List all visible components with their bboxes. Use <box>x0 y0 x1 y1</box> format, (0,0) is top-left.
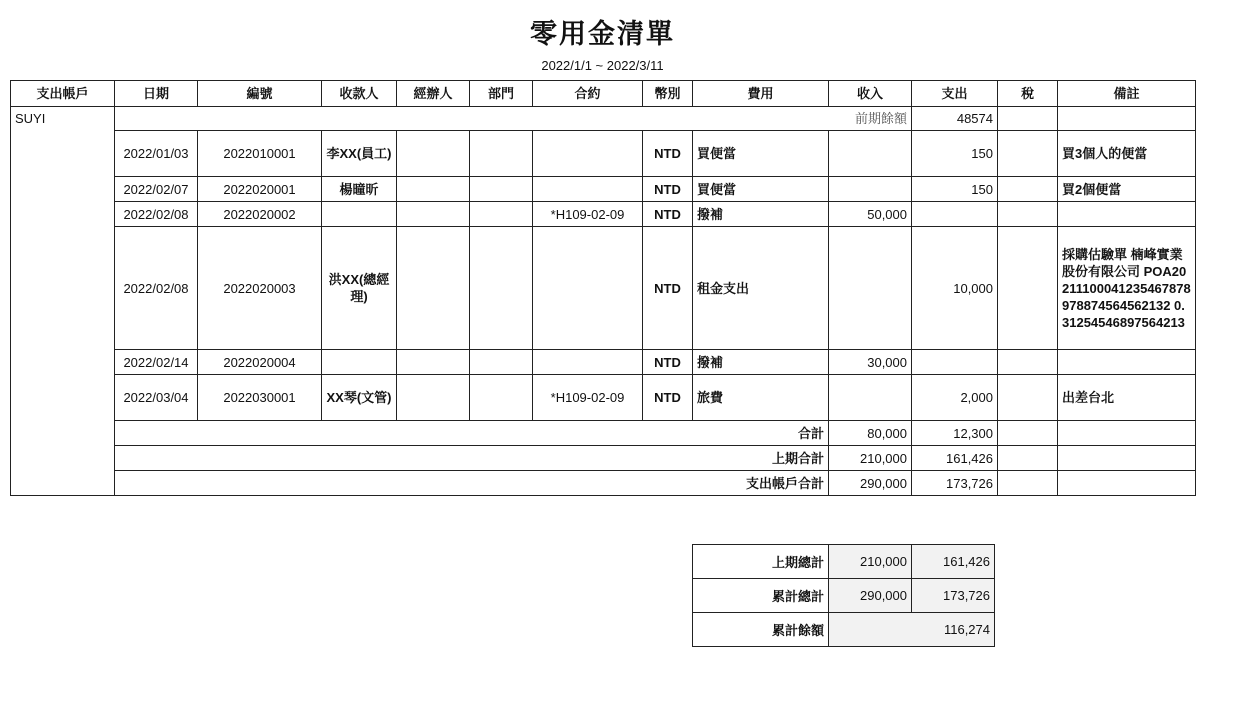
opening-balance-amount: 48574 <box>912 107 998 131</box>
table-row <box>11 202 1196 227</box>
summary-row <box>693 579 995 613</box>
payout-cell: 150 <box>912 131 998 177</box>
contract-cell <box>533 177 643 202</box>
currency-cell: NTD <box>643 227 693 350</box>
tax-cell <box>998 177 1058 202</box>
income-cell <box>829 375 912 421</box>
table-row <box>11 177 1196 202</box>
tax-cell <box>998 375 1058 421</box>
col-header-account: 支出帳戶 <box>11 81 115 107</box>
income-cell: 50,000 <box>829 202 912 227</box>
handler-cell <box>397 350 470 375</box>
currency-cell: NTD <box>643 177 693 202</box>
summary-income: 290,000 <box>829 579 912 613</box>
currency-cell: NTD <box>643 350 693 375</box>
expense-cell: 撥補 <box>693 202 829 227</box>
col-header-number: 編號 <box>198 81 322 107</box>
summary-table <box>692 544 995 647</box>
payee-cell: 李XX(員工) <box>322 131 397 177</box>
number-cell: 2022020004 <box>198 350 322 375</box>
total-row <box>11 471 1196 496</box>
col-header-date: 日期 <box>115 81 198 107</box>
department-cell <box>470 131 533 177</box>
col-header-income: 收入 <box>829 81 912 107</box>
summary-row <box>693 613 995 647</box>
expense-cell: 買便當 <box>693 177 829 202</box>
number-cell: 2022030001 <box>198 375 322 421</box>
expense-cell: 撥補 <box>693 350 829 375</box>
total-label: 支出帳戶合計 <box>115 471 829 496</box>
number-cell: 2022010001 <box>198 131 322 177</box>
payee-cell <box>322 202 397 227</box>
currency-cell: NTD <box>643 375 693 421</box>
opening-balance-row <box>11 107 1196 131</box>
currency-cell: NTD <box>643 131 693 177</box>
number-cell: 2022020002 <box>198 202 322 227</box>
number-cell: 2022020003 <box>198 227 322 350</box>
date-cell: 2022/02/08 <box>115 227 198 350</box>
report-title: 零用金清單 <box>530 19 675 49</box>
payee-cell: 洪XX(總經理) <box>322 227 397 350</box>
currency-cell: NTD <box>643 202 693 227</box>
summary-label: 上期總計 <box>693 545 829 579</box>
note-cell: 採購估驗單 楠峰實業股份有限公司 POA20211100041235467878978874564562132 0.31254546897564213 <box>1058 227 1196 350</box>
contract-cell: *H109-02-09 <box>533 375 643 421</box>
total-note-cell <box>1058 471 1196 496</box>
payee-cell: XX琴(文管) <box>322 375 397 421</box>
total-tax-cell <box>998 471 1058 496</box>
income-cell <box>829 177 912 202</box>
total-income: 290,000 <box>829 471 912 496</box>
expense-cell: 買便當 <box>693 131 829 177</box>
total-note-cell <box>1058 446 1196 471</box>
opening-note-cell <box>1058 107 1196 131</box>
tax-cell <box>998 350 1058 375</box>
note-cell <box>1058 202 1196 227</box>
col-header-tax: 稅 <box>998 81 1058 107</box>
summary-income: 210,000 <box>829 545 912 579</box>
col-header-handler: 經辦人 <box>397 81 470 107</box>
income-cell <box>829 227 912 350</box>
department-cell <box>470 350 533 375</box>
total-income: 210,000 <box>829 446 912 471</box>
col-header-department: 部門 <box>470 81 533 107</box>
account-cell: SUYI <box>11 107 115 496</box>
summary-payout: 161,426 <box>912 545 995 579</box>
summary-label: 累計餘額 <box>693 613 829 647</box>
total-tax-cell <box>998 421 1058 446</box>
date-cell: 2022/02/14 <box>115 350 198 375</box>
handler-cell <box>397 202 470 227</box>
expense-cell: 旅費 <box>693 375 829 421</box>
summary-row <box>693 545 995 579</box>
summary-balance: 116,274 <box>829 613 995 647</box>
handler-cell <box>397 227 470 350</box>
table-row <box>11 350 1196 375</box>
contract-cell <box>533 227 643 350</box>
payout-cell: 150 <box>912 177 998 202</box>
number-cell: 2022020001 <box>198 177 322 202</box>
payout-cell <box>912 350 998 375</box>
note-cell: 買2個便當 <box>1058 177 1196 202</box>
department-cell <box>470 202 533 227</box>
table-row <box>11 131 1196 177</box>
opening-tax-cell <box>998 107 1058 131</box>
payee-cell <box>322 350 397 375</box>
total-income: 80,000 <box>829 421 912 446</box>
tax-cell <box>998 202 1058 227</box>
payout-cell <box>912 202 998 227</box>
income-cell: 30,000 <box>829 350 912 375</box>
handler-cell <box>397 375 470 421</box>
col-header-currency: 幣別 <box>643 81 693 107</box>
tax-cell <box>998 131 1058 177</box>
total-payout: 161,426 <box>912 446 998 471</box>
department-cell <box>470 177 533 202</box>
total-payout: 173,726 <box>912 471 998 496</box>
department-cell <box>470 375 533 421</box>
total-note-cell <box>1058 421 1196 446</box>
col-header-note: 備註 <box>1058 81 1196 107</box>
handler-cell <box>397 177 470 202</box>
summary-payout: 173,726 <box>912 579 995 613</box>
table-row <box>11 375 1196 421</box>
col-header-payee: 收款人 <box>322 81 397 107</box>
date-cell: 2022/01/03 <box>115 131 198 177</box>
note-cell: 買3個人的便當 <box>1058 131 1196 177</box>
col-header-contract: 合約 <box>533 81 643 107</box>
note-cell <box>1058 350 1196 375</box>
handler-cell <box>397 131 470 177</box>
contract-cell <box>533 350 643 375</box>
total-payout: 12,300 <box>912 421 998 446</box>
income-cell <box>829 131 912 177</box>
opening-balance-label: 前期餘額 <box>115 107 912 131</box>
payout-cell: 2,000 <box>912 375 998 421</box>
payee-cell: 楊曈昕 <box>322 177 397 202</box>
total-tax-cell <box>998 446 1058 471</box>
contract-cell: *H109-02-09 <box>533 202 643 227</box>
expense-cell: 租金支出 <box>693 227 829 350</box>
tax-cell <box>998 227 1058 350</box>
report-date-range: 2022/1/1 ~ 2022/3/11 <box>541 58 664 73</box>
summary-label: 累計總計 <box>693 579 829 613</box>
note-cell: 出差台北 <box>1058 375 1196 421</box>
total-label: 上期合計 <box>115 446 829 471</box>
col-header-payout: 支出 <box>912 81 998 107</box>
total-row <box>11 421 1196 446</box>
table-header-row <box>11 81 1196 107</box>
date-cell: 2022/02/07 <box>115 177 198 202</box>
total-row <box>11 446 1196 471</box>
petty-cash-table <box>10 80 1196 496</box>
payout-cell: 10,000 <box>912 227 998 350</box>
table-row <box>11 227 1196 350</box>
date-cell: 2022/03/04 <box>115 375 198 421</box>
department-cell <box>470 227 533 350</box>
contract-cell <box>533 131 643 177</box>
date-cell: 2022/02/08 <box>115 202 198 227</box>
col-header-expense: 費用 <box>693 81 829 107</box>
total-label: 合計 <box>115 421 829 446</box>
